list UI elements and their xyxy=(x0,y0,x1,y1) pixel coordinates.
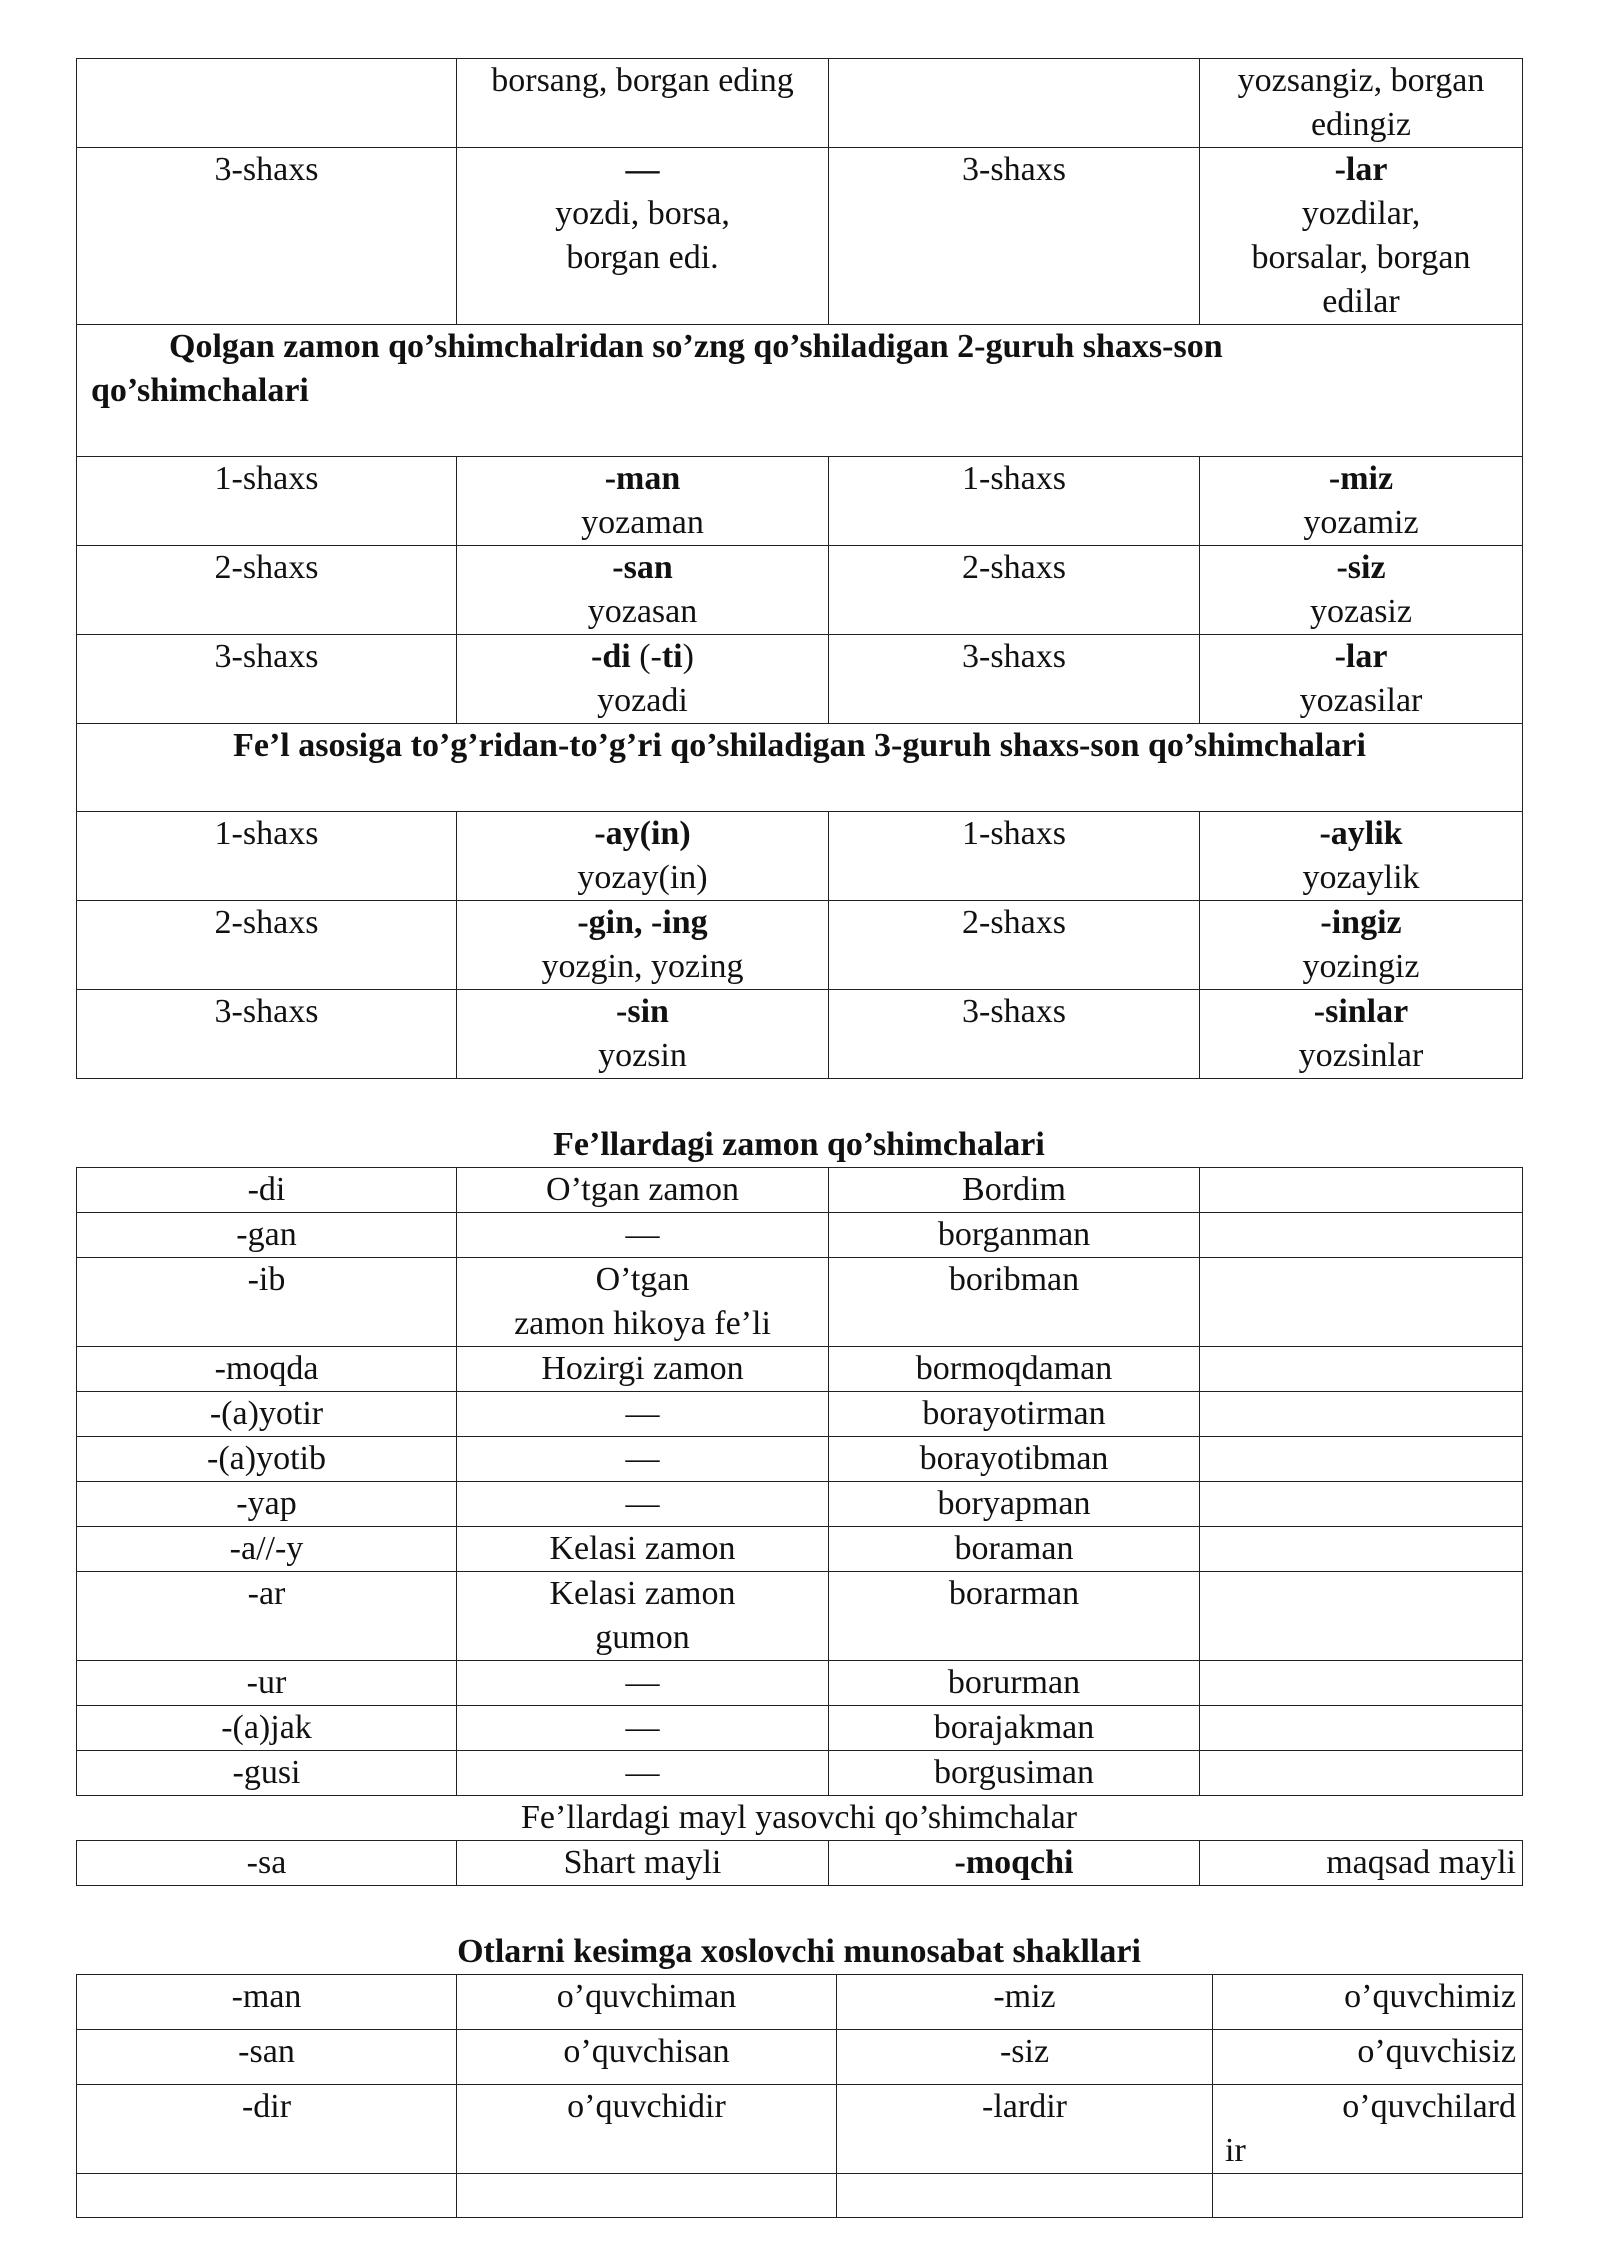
table-cell xyxy=(1200,59,1523,148)
table-cell xyxy=(1200,1751,1523,1796)
suffix-text: -miz xyxy=(1328,460,1394,497)
suffix-cell: -dir xyxy=(77,2085,457,2174)
suffix-text: -sin xyxy=(616,993,669,1030)
table-caption: Fe’llardagi mayl yasovchi qo’shimchalar xyxy=(520,1799,1078,1836)
example-text: yozaman xyxy=(581,504,704,541)
tense-suffix-table xyxy=(76,1167,1523,1796)
example-text: yozingiz xyxy=(1302,948,1420,985)
person-cell: 2-shaxs xyxy=(829,901,1200,990)
table-cell xyxy=(1200,1213,1523,1258)
table-row xyxy=(77,546,1523,635)
person-cell: 2-shaxs xyxy=(77,546,457,635)
table-row xyxy=(77,1975,1523,2030)
example-cell: borayotibman xyxy=(829,1437,1200,1482)
name-cell: Shart mayli xyxy=(457,1841,829,1886)
name-cell: — xyxy=(457,1482,829,1527)
section-heading-row xyxy=(77,325,1523,457)
example-text: yozsangiz, borgan edingiz xyxy=(1237,62,1485,143)
table-cell xyxy=(457,2174,837,2218)
table-cell xyxy=(77,2174,457,2218)
table-cell xyxy=(829,59,1200,148)
suffix-text: -di (-ti) xyxy=(591,638,694,675)
example-cell: o’quvchisan xyxy=(457,2030,837,2085)
suffix-text: -aylik xyxy=(1319,815,1403,852)
person-cell: 2-shaxs xyxy=(77,901,457,990)
table-caption: Fe’llardagi zamon qo’shimchalari xyxy=(553,1126,1045,1163)
person-cell: 3-shaxs xyxy=(829,990,1200,1079)
suffix-text: -ay(in) xyxy=(594,815,691,852)
example-text: yozay(in) xyxy=(577,859,708,896)
table-row xyxy=(77,1213,1523,1258)
table-row xyxy=(77,635,1523,724)
name-cell: maqsad mayli xyxy=(1200,1841,1523,1886)
table-row xyxy=(77,1258,1523,1347)
table-cell xyxy=(457,901,829,990)
example-text: yozaylik xyxy=(1302,859,1420,896)
example-text: yozasiz xyxy=(1310,593,1412,630)
example-cell: boraman xyxy=(829,1527,1200,1572)
suffix-text: -gin, -ing xyxy=(577,904,708,941)
person-cell: 1-shaxs xyxy=(77,812,457,901)
table-cell xyxy=(1200,990,1523,1079)
table-row xyxy=(77,1347,1523,1392)
table-cell xyxy=(1200,1661,1523,1706)
person-cell: 1-shaxs xyxy=(829,812,1200,901)
person-cell: 3-shaxs xyxy=(77,148,457,325)
table-cell xyxy=(457,635,829,724)
table-row xyxy=(77,1706,1523,1751)
table-cell xyxy=(1200,812,1523,901)
table-cell xyxy=(1200,1437,1523,1482)
table-cell xyxy=(457,990,829,1079)
name-cell: — xyxy=(457,1661,829,1706)
example-cell: borarman xyxy=(829,1572,1200,1661)
table-cell xyxy=(457,812,829,901)
mood-suffix-table xyxy=(76,1840,1523,1886)
table-cell xyxy=(457,457,829,546)
example-text: yozsin xyxy=(598,1037,687,1074)
suffix-cell: -miz xyxy=(837,1975,1213,2030)
person-cell: 1-shaxs xyxy=(829,457,1200,546)
table-cell xyxy=(837,2174,1213,2218)
person-cell: 3-shaxs xyxy=(77,635,457,724)
suffix-cell: -sa xyxy=(77,1841,457,1886)
example-text: yozdi, borsa, borgan edi. xyxy=(555,195,730,276)
table-cell xyxy=(1200,148,1523,325)
example-cell: bormoqdaman xyxy=(829,1347,1200,1392)
table-cell xyxy=(1200,1347,1523,1392)
suffix-text: -siz xyxy=(1336,549,1386,586)
example-text: yozsinlar xyxy=(1298,1037,1424,1074)
suffix-text: — xyxy=(625,151,660,188)
person-cell: 3-shaxs xyxy=(829,635,1200,724)
name-cell: — xyxy=(457,1437,829,1482)
name-cell: Kelasi zamon xyxy=(457,1527,829,1572)
name-cell: Hozirgi zamon xyxy=(457,1347,829,1392)
example-text: yozasan xyxy=(587,593,698,630)
suffix-cell: -(a)jak xyxy=(77,1706,457,1751)
example-text: yozgin, yozing xyxy=(541,948,744,985)
name-cell: — xyxy=(457,1213,829,1258)
table-row xyxy=(77,1527,1523,1572)
name-cell: — xyxy=(457,1706,829,1751)
table-cell xyxy=(457,148,829,325)
suffix-cell: -moqchi xyxy=(829,1841,1200,1886)
table-row xyxy=(77,2174,1523,2218)
suffix-cell: -ib xyxy=(77,1258,457,1347)
table-cell xyxy=(1200,1482,1523,1527)
suffix-cell: -gusi xyxy=(77,1751,457,1796)
table-cell xyxy=(77,59,457,148)
example-cell: o’quvchisiz xyxy=(1213,2030,1523,2085)
table-row xyxy=(77,148,1523,325)
suffix-cell: -lardir xyxy=(837,2085,1213,2174)
example-cell: Bordim xyxy=(829,1168,1200,1213)
name-cell: — xyxy=(457,1392,829,1437)
table-row xyxy=(77,1661,1523,1706)
example-text: yozamiz xyxy=(1303,504,1419,541)
table-cell xyxy=(1200,635,1523,724)
person-cell: 1-shaxs xyxy=(77,457,457,546)
example-cell: borurman xyxy=(829,1661,1200,1706)
example-cell: boribman xyxy=(829,1258,1200,1347)
table-cell xyxy=(1200,1572,1523,1661)
table-cell xyxy=(1200,1527,1523,1572)
suffix-text: -lar xyxy=(1334,638,1388,675)
table-caption: Otlarni kesimga xoslovchi munosabat shakllari xyxy=(457,1933,1141,1970)
name-cell: O’tgan zamon xyxy=(457,1168,829,1213)
example-cell: borgusiman xyxy=(829,1751,1200,1796)
table-row xyxy=(77,59,1523,148)
suffix-text: -man xyxy=(604,460,681,497)
example-cell: o’quvchilard ir xyxy=(1213,2085,1523,2174)
suffix-cell: -gan xyxy=(77,1213,457,1258)
section-heading: Fe’l asosiga to’g’ridan-to’g’ri qo’shiladigan 3-guruh shaxs-son qo’shimchalari xyxy=(77,724,1523,812)
suffix-cell: -man xyxy=(77,1975,457,2030)
suffix-cell: -yap xyxy=(77,1482,457,1527)
table-cell xyxy=(1200,1258,1523,1347)
table-cell xyxy=(1200,546,1523,635)
suffix-cell: -siz xyxy=(837,2030,1213,2085)
table-row xyxy=(77,1841,1523,1886)
suffix-text: -lar xyxy=(1334,151,1388,188)
table-cell xyxy=(457,546,829,635)
example-cell: boryapman xyxy=(829,1482,1200,1527)
table-row xyxy=(77,457,1523,546)
table-cell xyxy=(1200,1168,1523,1213)
name-cell: Kelasi zamon gumon xyxy=(457,1572,829,1661)
person-cell: 2-shaxs xyxy=(829,546,1200,635)
table-cell xyxy=(1200,1706,1523,1751)
suffix-cell: -san xyxy=(77,2030,457,2085)
example-cell: o’quvchimiz xyxy=(1213,1975,1523,2030)
suffix-text: -san xyxy=(612,549,673,586)
suffix-cell: -a//-y xyxy=(77,1527,457,1572)
example-cell: o’quvchiman xyxy=(457,1975,837,2030)
predicate-form-table xyxy=(76,1974,1523,2218)
table-cell xyxy=(1213,2174,1523,2218)
suffix-cell: -(a)yotir xyxy=(77,1392,457,1437)
example-cell: borajakman xyxy=(829,1706,1200,1751)
table-row xyxy=(77,2085,1523,2174)
table-row xyxy=(77,1437,1523,1482)
suffix-cell: -ur xyxy=(77,1661,457,1706)
suffix-cell: -(a)yotib xyxy=(77,1437,457,1482)
name-cell: — xyxy=(457,1751,829,1796)
table-row xyxy=(77,812,1523,901)
suffix-text: -ingiz xyxy=(1320,904,1402,941)
table-row xyxy=(77,990,1523,1079)
table-row xyxy=(77,1751,1523,1796)
example-text: borsang, borgan eding xyxy=(491,62,794,99)
section-heading: Qolgan zamon qo’shimchalridan so’zng qo’shiladigan 2-guruh shaxs-son qo’shimchalari xyxy=(77,325,1523,457)
example-cell: o’quvchidir xyxy=(457,2085,837,2174)
example-text: yozdilar, borsalar, borgan edilar xyxy=(1251,195,1471,320)
suffix-text: -sinlar xyxy=(1313,993,1409,1030)
suffix-cell: -ar xyxy=(77,1572,457,1661)
name-cell: O’tgan zamon hikoya fe’li xyxy=(457,1258,829,1347)
person-cell: 3-shaxs xyxy=(829,148,1200,325)
table-cell xyxy=(457,59,829,148)
suffix-cell: -moqda xyxy=(77,1347,457,1392)
table-cell xyxy=(1200,901,1523,990)
table-row xyxy=(77,1392,1523,1437)
suffix-cell: -di xyxy=(77,1168,457,1213)
table-row xyxy=(77,1572,1523,1661)
example-cell: borganman xyxy=(829,1213,1200,1258)
example-cell: borayotirman xyxy=(829,1392,1200,1437)
example-text: yozadi xyxy=(597,682,688,719)
person-cell: 3-shaxs xyxy=(77,990,457,1079)
section-heading-row xyxy=(77,724,1523,812)
example-text: yozasilar xyxy=(1299,682,1423,719)
table-row xyxy=(77,2030,1523,2085)
table-cell xyxy=(1200,457,1523,546)
table-cell xyxy=(1200,1392,1523,1437)
table-row xyxy=(77,1168,1523,1213)
table-row xyxy=(77,1482,1523,1527)
table-row xyxy=(77,901,1523,990)
person-suffix-table xyxy=(76,58,1523,1079)
document-page xyxy=(76,58,1522,2218)
